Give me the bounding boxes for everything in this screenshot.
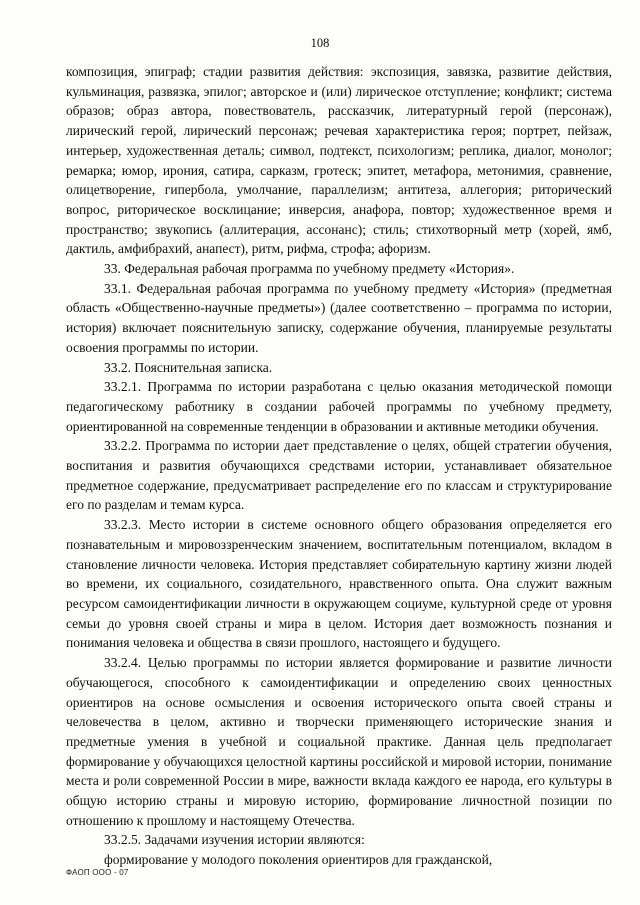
paragraph-1: композиция, эпиграф; стадии развития действия: экспозиция, завязка, развитие действия, кульминация, развязка, эпилог; авторское и (или) лирическое отступление; конфликт; система образов; образ автора, повествователь, рассказчик, литературный герой (персонаж), лирический герой, лирический персонаж; речевая характеристика героя; портрет, пейзаж, интерьер, художественная деталь; символ, подтекст, психологизм; реплика, диалог, монолог; ремарка; юмор, ирония, сатира, сарказм, гротеск; эпитет, метафора, метонимия, сравнение, олицетворение, гипербола, умолчание, параллелизм; антитеза, аллегория; риторический вопрос, риторическое восклицание; инверсия, анафора, повтор; художественное время и пространство; звукопись (аллитерация, ассонанс); стиль; стихотворный метр (хорей, ямб, дактиль, амфибрахий, анапест), ритм, рифма, строфа; афоризм.: [66, 64, 612, 257]
paragraph-9: 33.2.5. Задачами изучения истории являются:: [104, 832, 365, 848]
page-number: 108: [310, 36, 330, 50]
document-body: [66, 62, 612, 870]
paragraph-10: формирование у молодого поколения ориентиров для гражданской,: [104, 852, 493, 868]
paragraph-4: 33.2. Пояснительная записка.: [104, 359, 273, 375]
paragraph-8: 33.2.4. Целью программы по истории является формирование и развитие личности обучающегося, способного к самоидентификации и определению своих ценностных ориентиров на основе осмысления и освоения исторического опыта своей страны и человечества в целом, активно и творчески применяющего исторические знания и предметные умения в учебной и социальной практике. Данная цель предполагает формирование у обучающихся целостной картины российской и мировой истории, понимание места и роли современной России в мире, важности вклада каждого ее народа, его культуры в общую историю страны и мировую историю, формирование личностной позиции по отношению к прошлому и настоящему Отечества.: [66, 655, 612, 828]
paragraph-3: 33.1. Федеральная рабочая программа по учебному предмету «История» (предметная область «Общественно-научные предметы») (далее соответственно – программа по истории, история) включает пояснительную записку, содержание обучения, планируемые результаты освоения программы по истории.: [66, 280, 612, 355]
paragraph-5: 33.2.1. Программа по истории разработана с целью оказания методической помощи педагогическому работнику в создании рабочей программы по учебному предмету, ориентированной на современные тенденции в образовании и активные методики обучения.: [66, 379, 612, 434]
paragraph-7: 33.2.3. Место истории в системе основного общего образования определяется его познавательным и мировоззренческим значением, воспитательным потенциалом, вкладом в становление личности человека. История представляет собирательную картину жизни людей во времени, их социального, созидательного, нравственного опыта. Она служит важным ресурсом самоидентификации личности в окружающем социуме, культурной среде от уровня семьи до уровня своей страны и мира в целом. История дает возможность познания и понимания человека и общества в связи прошлого, настоящего и будущего.: [66, 517, 612, 651]
paragraph-2: 33. Федеральная рабочая программа по учебному предмету «История».: [104, 261, 515, 277]
footer-code: ФАОП ООО - 07: [66, 868, 129, 877]
paragraph-6: 33.2.2. Программа по истории дает представление о целях, общей стратегии обучения, воспитания и развития обучающихся средствами истории, устанавливает обязательное предметное содержание, предусматривает распределение его по классам и структурирование его по разделам и темам курса.: [66, 438, 612, 513]
